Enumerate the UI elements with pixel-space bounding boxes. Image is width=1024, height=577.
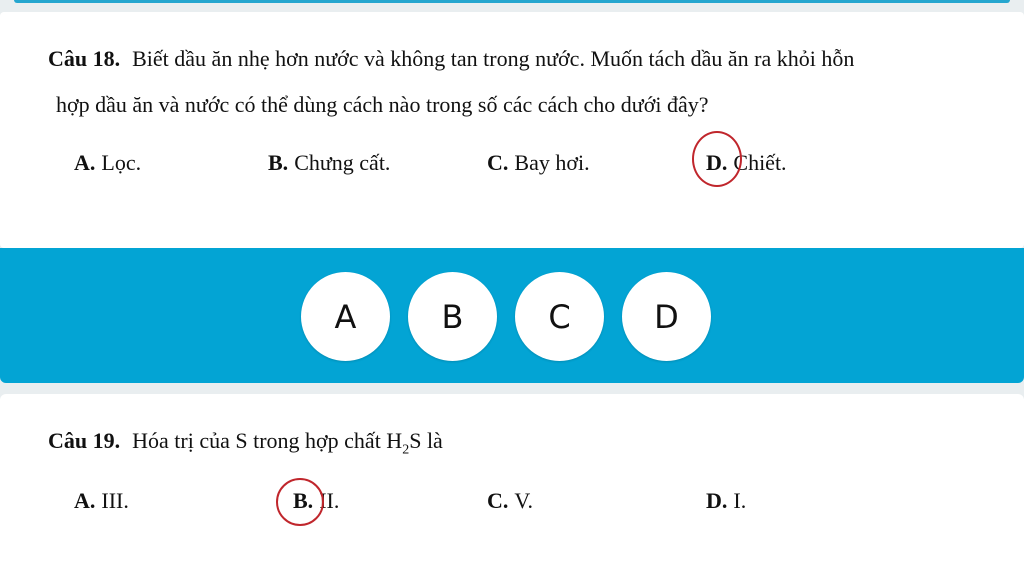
question-18-text: Biết dầu ăn nhẹ hơn nước và không tan trong nước. Muốn tách dầu ăn ra khỏi hỗn (132, 46, 855, 71)
q19-option-b-text: II. (319, 488, 340, 513)
q18-option-a (74, 148, 141, 178)
top-accent-strip (0, 0, 1024, 8)
q19-option-d-letter: D. (706, 488, 728, 513)
answer-button-d[interactable]: D (622, 272, 711, 361)
q18-option-d-text: Chiết. (733, 150, 787, 175)
question-19-text-line (48, 420, 443, 471)
q18-option-a-letter: A. (74, 150, 96, 175)
q18-option-b (268, 148, 390, 178)
q18-option-b-text: Chưng cất. (294, 150, 391, 175)
q19-option-d (706, 486, 746, 516)
q19-option-c (487, 486, 533, 516)
question-19-number: Câu 19. (48, 428, 121, 453)
q18-option-a-text: Lọc. (101, 150, 142, 175)
q18-option-c-text: Bay hơi. (514, 150, 590, 175)
answer-button-a[interactable]: A (301, 272, 390, 361)
q19-option-b (293, 486, 339, 516)
question-19-text-before: Hóa trị của S trong hợp chất H (132, 428, 403, 453)
q19-option-d-text: I. (733, 488, 747, 513)
answer-button-b[interactable]: B (408, 272, 497, 361)
q18-option-c (487, 148, 590, 178)
q19-option-a-text: III. (101, 488, 129, 513)
question-18-text-line2: hợp dầu ăn và nước có thể dùng cách nào trong số các cách cho dưới đây? (56, 92, 709, 117)
q19-option-b-letter: B. (293, 488, 314, 513)
answer-button-c[interactable]: C (515, 272, 604, 361)
question-19-text-after: S là (409, 428, 443, 453)
q19-option-c-text: V. (514, 488, 533, 513)
q18-option-c-letter: C. (487, 150, 509, 175)
q19-option-c-letter: C. (487, 488, 509, 513)
question-19-formula-subscript: 2 (402, 442, 410, 458)
question-18-number: Câu 18. (48, 46, 121, 71)
answer-selector-bar (0, 248, 1024, 383)
q19-option-a (74, 486, 129, 516)
q18-option-d-letter: D. (706, 150, 728, 175)
q18-option-d (706, 148, 787, 178)
question-18-text-line1 (48, 38, 854, 80)
q18-option-b-letter: B. (268, 150, 289, 175)
q19-option-a-letter: A. (74, 488, 96, 513)
